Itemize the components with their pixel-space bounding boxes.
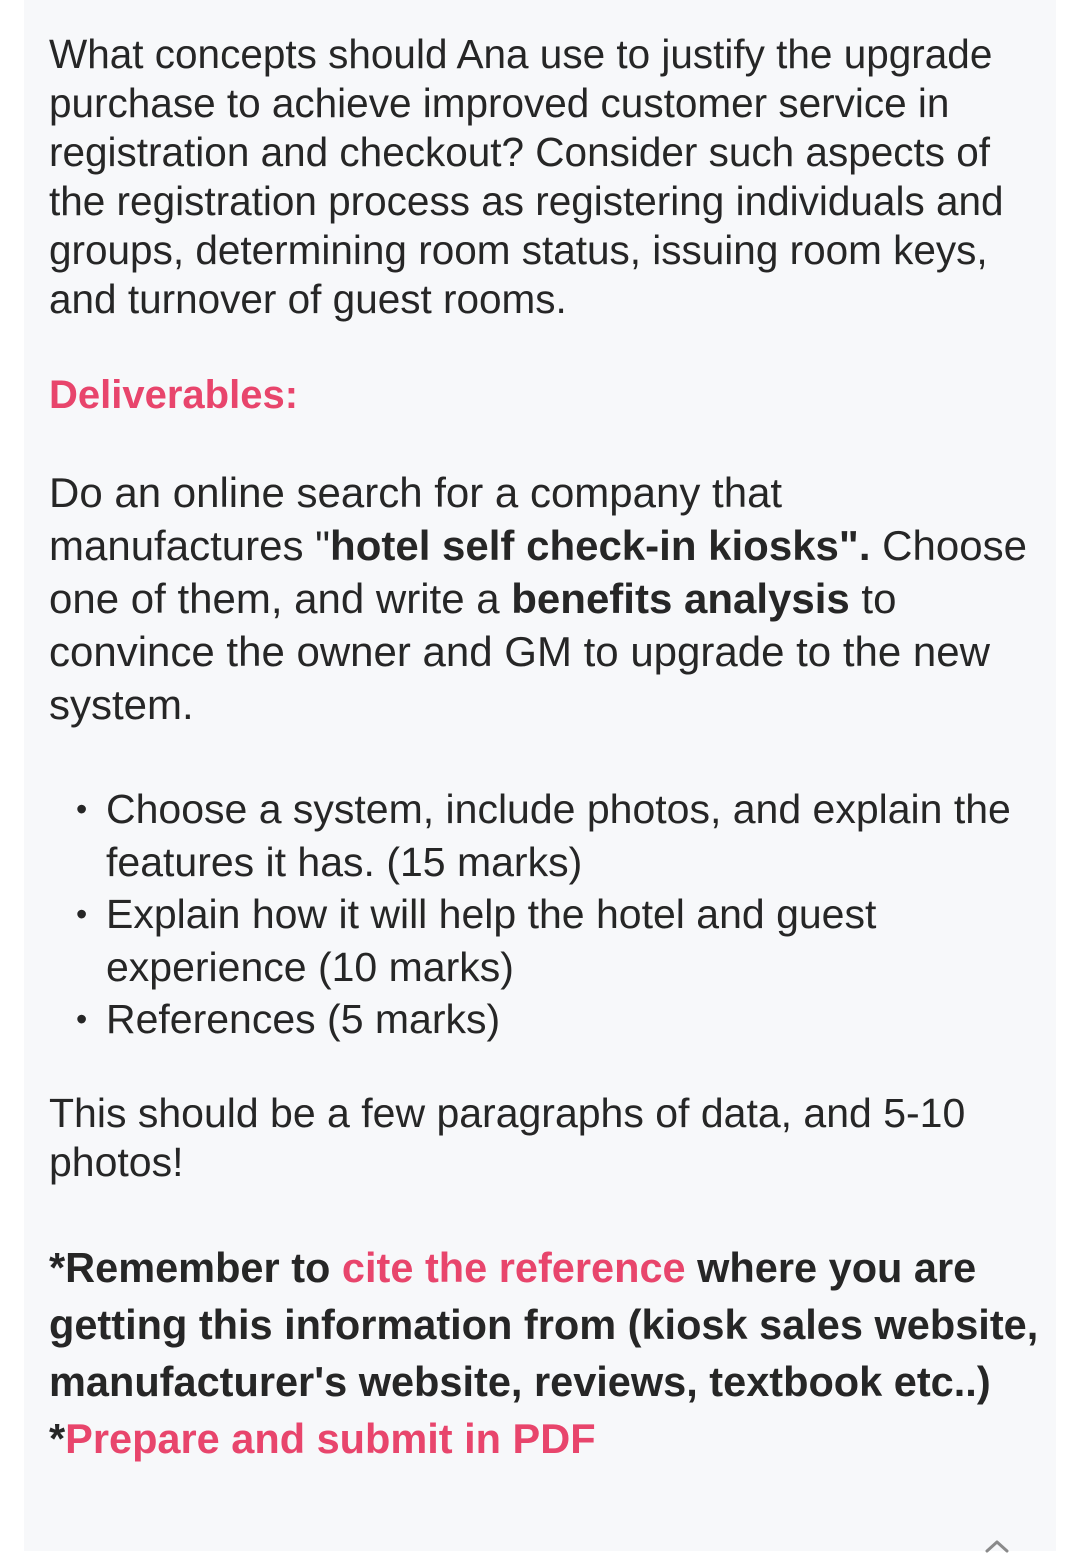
question-card (24, 0, 1056, 1551)
task-paragraph (49, 466, 1039, 731)
intro-paragraph: What concepts should Ana use to justify the upgrade purchase to achieve improved customer service in registration and checkout? Consider such aspects of the registration process as registering individuals and groups, determining room status, issuing room keys, and turnover of guest rooms. (49, 31, 1004, 322)
deliverables-heading: Deliverables: (49, 373, 299, 417)
task-text-2: Choose one of them, and write a (49, 522, 1027, 622)
list-item (49, 888, 1039, 993)
submit-text: Prepare and submit in PDF (65, 1414, 596, 1462)
cite-reference-highlight: cite the reference (341, 1243, 686, 1291)
list-item-text: References (5 marks) (106, 996, 501, 1042)
list-item-text: Explain how it will help the hotel and guest experience (10 marks) (106, 891, 877, 990)
bullet-icon: • (76, 791, 88, 827)
task-text-3: to convince the owner and GM to upgrade to the new system. (49, 575, 990, 728)
reminder-paragraph (49, 1239, 1039, 1410)
list-item-text: Choose a system, include photos, and explain the features it has. (15 marks) (106, 786, 1011, 885)
submit-star: * (49, 1414, 66, 1462)
closing-paragraph: This should be a few paragraphs of data, and 5-10 photos! (49, 1089, 966, 1185)
reminder-suffix: where you are getting this information from (kiosk sales website, manufacturer's website, reviews, textbook etc..) (49, 1243, 1039, 1405)
submit-instruction (49, 1410, 1039, 1467)
list-item (49, 783, 1039, 888)
task-text-1: Do an online search for a company that manufactures " (49, 469, 783, 569)
question-content (49, 30, 1039, 1467)
task-bold-kiosks: hotel self check-in kiosks". (330, 522, 871, 569)
list-item (49, 993, 1039, 1046)
marks-list (49, 783, 1039, 1046)
bullet-icon: • (76, 896, 88, 932)
task-bold-benefits: benefits analysis (511, 575, 850, 622)
reminder-prefix: *Remember to (49, 1243, 342, 1291)
bullet-icon: • (76, 1001, 88, 1037)
